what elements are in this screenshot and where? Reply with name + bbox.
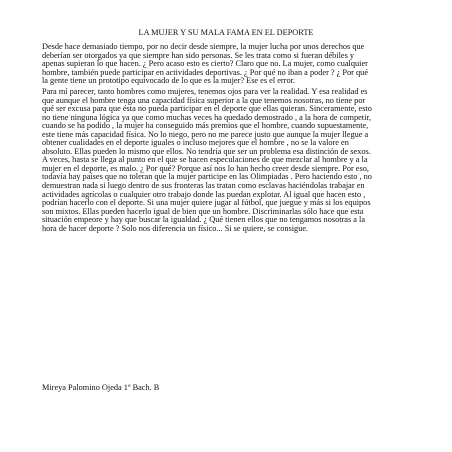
author-signature: Mireya Palomino Ojeda 1º Bach. B [42,383,160,392]
text-line: demuestran nada si luego dentro de sus fronteras las tratan como esclavas haciéndolas trabajar en [42,181,365,191]
text-line: podrían hacerlo con el deporte. Si una mujer quiere jugar al fútbol, que juegue y más si los equipos [42,198,371,208]
text-line: Desde hace demasiado tiempo, por no decir desde siempre, la mujer lucha por unos derechos que [42,42,365,51]
text-line: mujer en el deporte, es malo. ¿ Por qué? Porque así nos lo han hecho creer desde siempre. Por eso, [42,163,369,173]
text-line: todavía hay países que no toleran que la mujer participe en las Olimpiadas . Pero haciendo esto , no [42,172,372,182]
text-line: qué ser excusa para que ésta no pueda participar en el deporte que ellas quieran. Sinceramente, esto [42,104,372,114]
text-line: obtener cualidades en el deporte iguales o incluso mejores que el hombre , no se la valore en [42,138,349,148]
paragraph-intro [42,43,427,86]
text-line: hombre, también puede participar en actividades deportivas. ¿ Por qué no iban a poder ? ¿ Por qué [42,67,369,77]
text-line: cuando se ha podido , la mujer ha conseguido más premios que el hombre, cuando supuestamente, [42,121,369,131]
text-line: que aunque el hombre tenga una capacidad física superior a la que tenemos nosotras, no tiene por [42,95,366,105]
text-line: deberían ser otorgados ya que siempre han sido personas. Se les trata como si fueran débiles y [42,50,355,60]
text-line: Para mí parecer, tanto hombres como mujeres, tenemos ojos para ver la realidad. Y esa realidad es [42,87,368,96]
text-line: no tiene ninguna lógica ya que como muchas veces ha quedado demostrado , a la hora de competir, [42,112,371,122]
text-line: actividades agrícolas o cualquier otro trabajo donde las puedan explotar. Al igual que hacen esto , [42,189,366,199]
text-line: son mixtos. Ellas pueden hacerlo igual de bien que un hombre. Discriminarlas sólo hace que esta [42,206,364,216]
text-line: situación empeore y hay que buscar la igualdad. ¿ Qué tienen ellos que no tengamos nosotras a la [42,215,366,225]
text-line: hora de hacer deporte ? Solo nos diferencia un físico... Si se quiere, se consigue. [42,223,309,233]
text-line: absoluto. Ellas pueden lo mismo que ellos. No tendría que ser un problema esa distinción de sexos. [42,146,371,156]
paragraph-body [42,88,427,233]
text-line: A veces, hasta se llega al punto en el que se hacen especulaciones de que mezclar al hombre y a la [42,155,368,165]
text-line: la gente tiene un prototipo equivocado de lo que es la mujer? Ese es el error. [42,76,295,86]
text-line: apenas supieran lo que hacen. ¿ Pero acaso esto es cierto? Claro que no. La mujer, como cualquier [42,59,368,69]
text-line: este tiene más capacidad física. No lo niego, pero no me parece justo que aunque la mujer llegue a [42,129,369,139]
document-title: LA MUJER Y SU MALA FAMA EN EL DEPORTE [138,28,314,37]
